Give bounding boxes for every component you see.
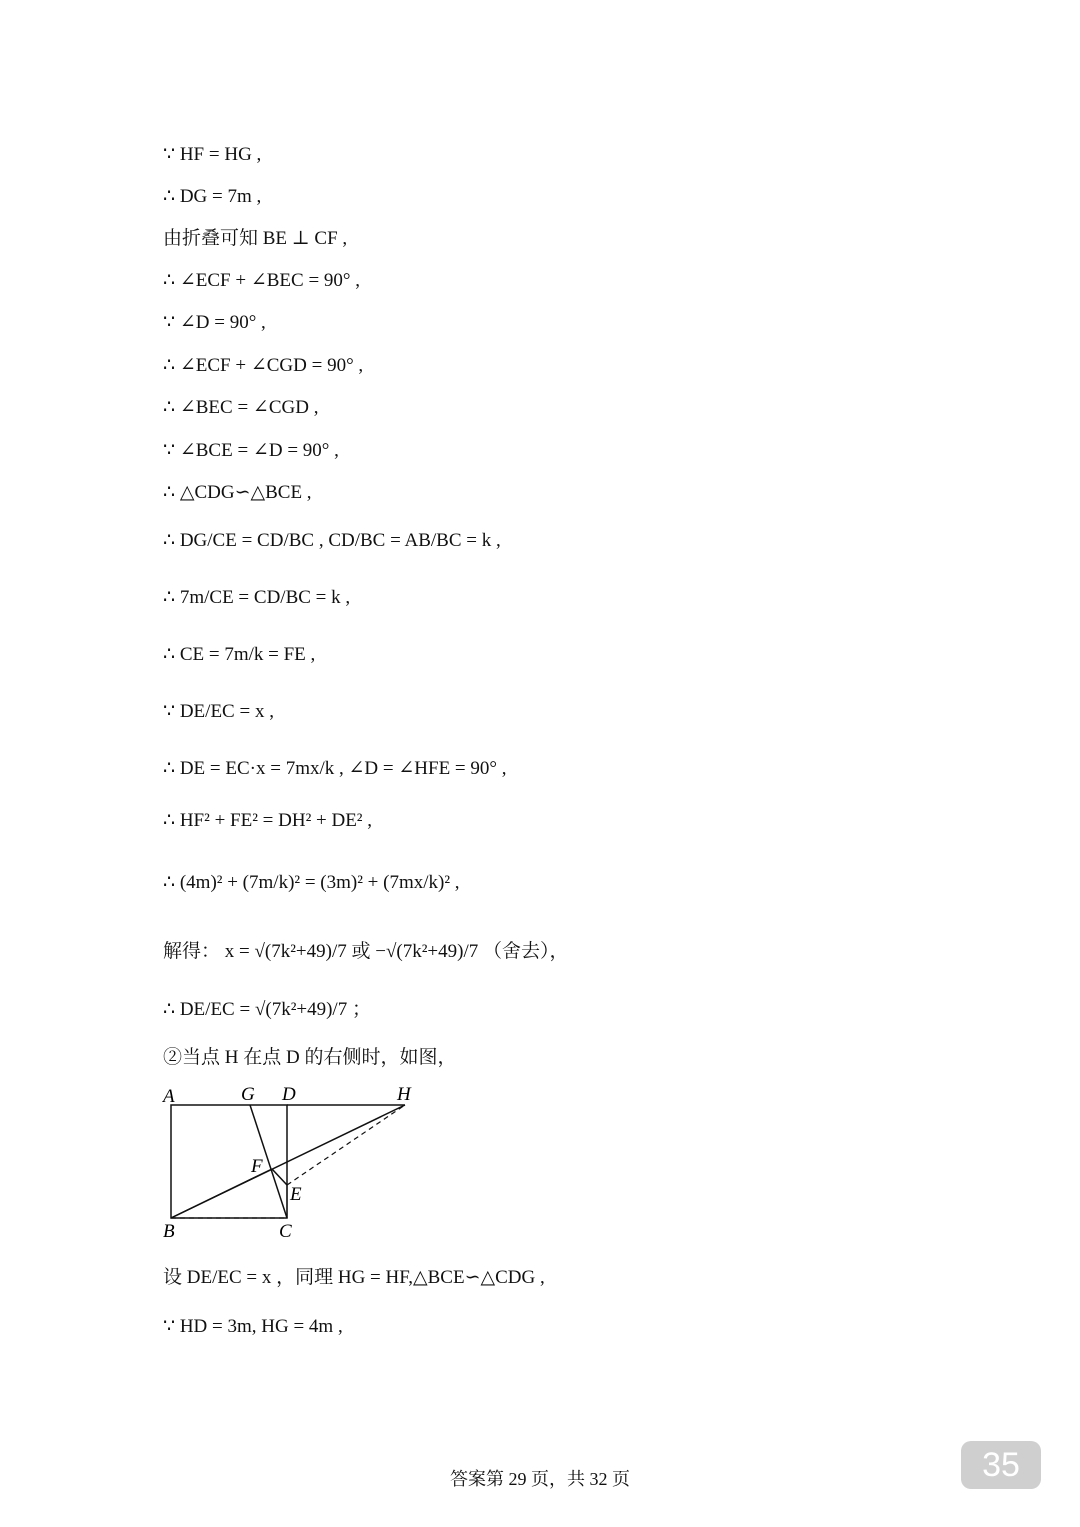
point-label-e: E bbox=[290, 1184, 302, 1205]
text-line-14: ∴ DE = EC·x = 7mx/k , ∠D = ∠HFE = 90° , bbox=[163, 758, 507, 779]
text-line-2: ∴ DG = 7m , bbox=[163, 186, 262, 207]
text-line-16: ∴ (4m)² + (7m/k)² = (3m)² + (7mx/k)² , bbox=[163, 872, 460, 893]
text-line-7: ∴ ∠BEC = ∠CGD , bbox=[163, 397, 319, 418]
text-line-10: ∴ DG/CE = CD/BC , CD/BC = AB/BC = k , bbox=[163, 530, 501, 551]
text-line-9: ∴ △CDG∽△BCE , bbox=[163, 482, 312, 503]
text-line-12: ∴ CE = 7m/k = FE , bbox=[163, 644, 316, 665]
point-label-a: A bbox=[163, 1086, 175, 1107]
point-label-h: H bbox=[397, 1084, 411, 1105]
text-line-20: 设 DE/EC = x ，同理 HG = HF,△BCE∽△CDG , bbox=[163, 1267, 545, 1288]
point-label-f: F bbox=[251, 1156, 263, 1177]
text-line-19: ②当点 H 在点 D 的右侧时，如图， bbox=[163, 1047, 457, 1068]
text-line-6: ∴ ∠ECF + ∠CGD = 90° , bbox=[163, 355, 364, 376]
segment-eh-dashed bbox=[287, 1105, 405, 1185]
point-label-c: C bbox=[279, 1221, 292, 1242]
text-line-8: ∵ ∠BCE = ∠D = 90° , bbox=[163, 440, 339, 461]
point-label-g: G bbox=[241, 1084, 255, 1105]
page-footer: 答案第 29 页，共 32 页 bbox=[450, 1469, 630, 1489]
text-line-4: ∴ ∠ECF + ∠BEC = 90° , bbox=[163, 270, 361, 291]
text-line-13: ∵ DE/EC = x , bbox=[163, 701, 274, 722]
text-line-18: ∴ DE/EC = √(7k²+49)/7 ； bbox=[163, 999, 371, 1020]
rectangle-abcd bbox=[171, 1105, 287, 1218]
text-line-17: 解得： x = √(7k²+49)/7 或 −√(7k²+49)/7 （舍去）， bbox=[163, 941, 569, 962]
geometry-figure bbox=[150, 1075, 450, 1245]
text-line-5: ∵ ∠D = 90° , bbox=[163, 312, 266, 333]
page-number-badge: 35 bbox=[961, 1441, 1041, 1489]
text-line-21: ∵ HD = 3m, HG = 4m , bbox=[163, 1316, 343, 1337]
text-line-3: 由折叠可知 BE ⊥ CF , bbox=[163, 228, 348, 249]
text-line-11: ∴ 7m/CE = CD/BC = k , bbox=[163, 587, 351, 608]
point-label-b: B bbox=[163, 1221, 175, 1242]
text-line-1: ∵ HF = HG , bbox=[163, 144, 262, 165]
text-line-15: ∴ HF² + FE² = DH² + DE² , bbox=[163, 810, 372, 831]
point-label-d: D bbox=[282, 1084, 296, 1105]
